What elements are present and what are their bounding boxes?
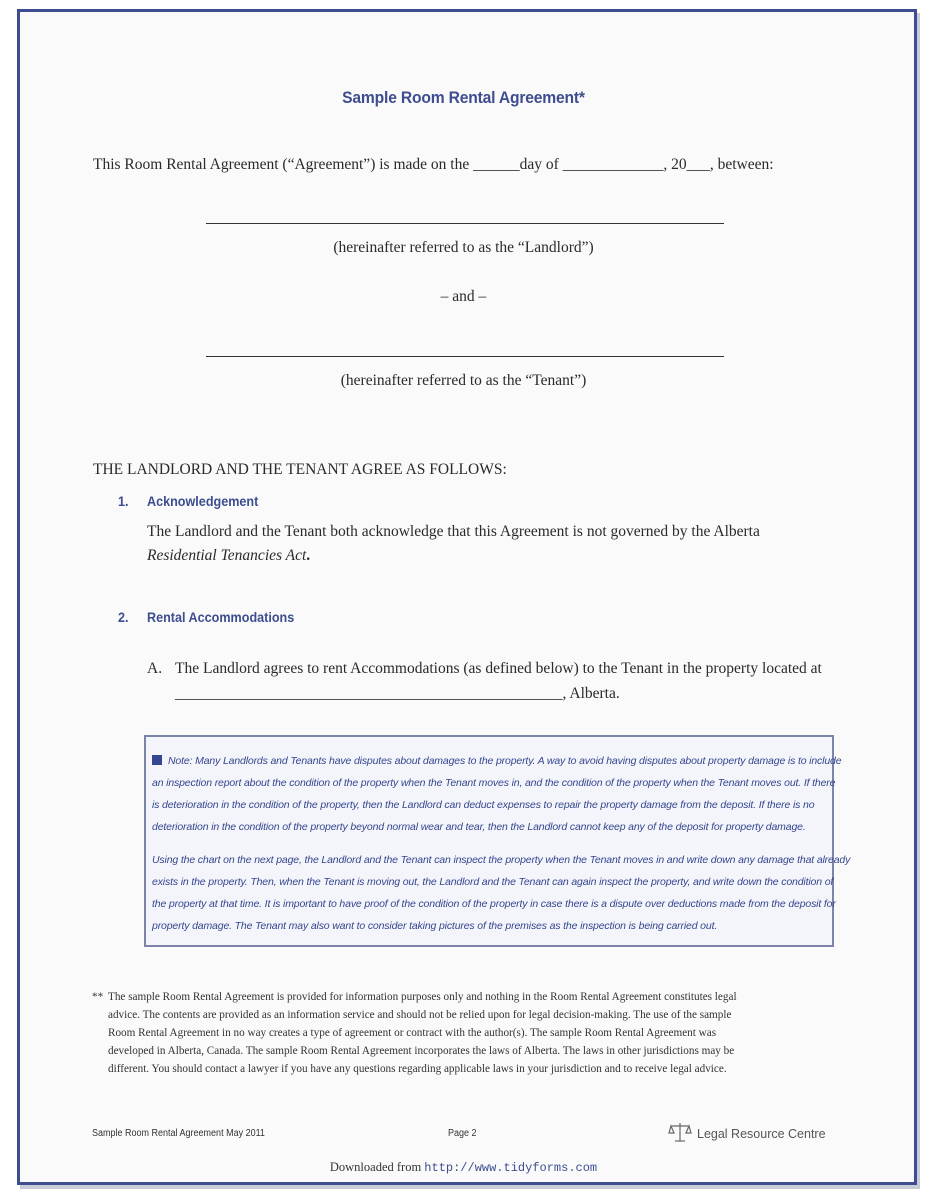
- scales-of-justice-icon: [668, 1120, 692, 1149]
- footnote-line: The sample Room Rental Agreement is provided for information purposes only and nothing in the Room Rental Agreement constitutes legal: [108, 991, 737, 1003]
- footnote-line: advice. The contents are provided as an information service and should not be relied upon for legal decision-making. The use of the sample: [108, 1009, 732, 1021]
- and-separator: – and –: [440, 288, 487, 305]
- section-1-number: 1.: [118, 493, 129, 509]
- section-1-heading: Acknowledgement: [147, 493, 259, 509]
- download-prefix: Downloaded from: [329, 1160, 422, 1174]
- note-line: the property at that time. It is important to have proof of the condition of the property in case there is a dispute over deductions made from the deposit for: [152, 898, 836, 910]
- footer-page-number: Page 2: [448, 1128, 477, 1139]
- note-line: property damage. The Tenant may also want to consider taking pictures of the premises as the inspection is being carried out.: [152, 920, 718, 932]
- section-2-heading: Rental Accommodations: [147, 609, 295, 625]
- brand-name: Legal Resource Centre: [697, 1127, 826, 1141]
- footnote-line: Room Rental Agreement in no way creates a type of agreement or contract with the author(s). The sample Room Rental Agreement was: [108, 1027, 717, 1039]
- note-line: Using the chart on the next page, the Landlord and the Tenant can inspect the property when the Tenant moves in and write down any damage that already: [152, 854, 851, 866]
- note-line: deterioration in the condition of the property beyond normal wear and tear, then the Landlord cannot keep any of the deposit for property damage.: [152, 821, 806, 833]
- section-2a-letter: A.: [147, 660, 163, 677]
- inspection-note-box: [144, 735, 851, 947]
- act-name: Residential Tenancies Act: [147, 547, 307, 564]
- footnote-line: different. You should contact a lawyer if you have any questions regarding applicable laws in your jurisdiction and to receive legal advice.: [108, 1063, 727, 1075]
- footnote-mark: **: [92, 991, 104, 1003]
- tenant-caption: (hereinafter referred to as the “Tenant”): [340, 372, 587, 389]
- footer-document-name: Sample Room Rental Agreement May 2011: [92, 1128, 265, 1139]
- tenant-signature-line: [206, 356, 724, 357]
- agree-heading: THE LANDLORD AND THE TENANT AGREE AS FOLLOWS:: [93, 461, 507, 478]
- section-1-text-line2: [147, 544, 310, 568]
- note-line-text: Note: Many Landlords and Tenants have disputes about damages to the property. A way to avoid having disputes about property damage is to include: [168, 755, 842, 767]
- intro-line: This Room Rental Agreement (“Agreement”) is made on the ______day of _____________, 20___, between:: [93, 156, 774, 173]
- note-line: exists in the property. Then, when the Tenant is moving out, the Landlord and the Tenant can again inspect the property, and write down the condition of: [152, 876, 834, 888]
- section-2-number: 2.: [118, 609, 129, 625]
- note-line: an inspection report about the condition of the property when the Tenant moves in, and the condition of the property when the Tenant moves out. If there: [152, 777, 836, 789]
- note-paragraph-2: [152, 849, 851, 937]
- note-paragraph-1: [152, 750, 842, 838]
- section-2a-line1: The Landlord agrees to rent Accommodations (as defined below) to the Tenant in the property located at: [175, 660, 822, 677]
- footnote-line: developed in Alberta, Canada. The sample Room Rental Agreement incorporates the laws of Alberta. The laws in other jurisdictions may be: [108, 1045, 735, 1057]
- note-square-icon: [152, 755, 162, 765]
- download-notice: [0, 1160, 927, 1175]
- brand-logo: [668, 1121, 826, 1147]
- act-period: .: [306, 547, 311, 564]
- document-title: Sample Room Rental Agreement*: [342, 88, 585, 107]
- section-1-text-line1: The Landlord and the Tenant both acknowledge that this Agreement is not governed by the Alberta: [147, 523, 760, 540]
- download-link[interactable]: http://www.tidyforms.com: [424, 1161, 598, 1175]
- legal-footnote: [92, 988, 842, 1078]
- landlord-signature-line: [206, 223, 724, 224]
- note-line: [152, 750, 842, 772]
- section-2a-line2: __________________________________________________, Alberta.: [175, 685, 620, 702]
- note-line: is deterioration in the condition of the property, then the Landlord can deduct expenses to repair the property damage from the deposit. If there is no: [152, 799, 815, 811]
- landlord-caption: (hereinafter referred to as the “Landlord”): [333, 239, 594, 256]
